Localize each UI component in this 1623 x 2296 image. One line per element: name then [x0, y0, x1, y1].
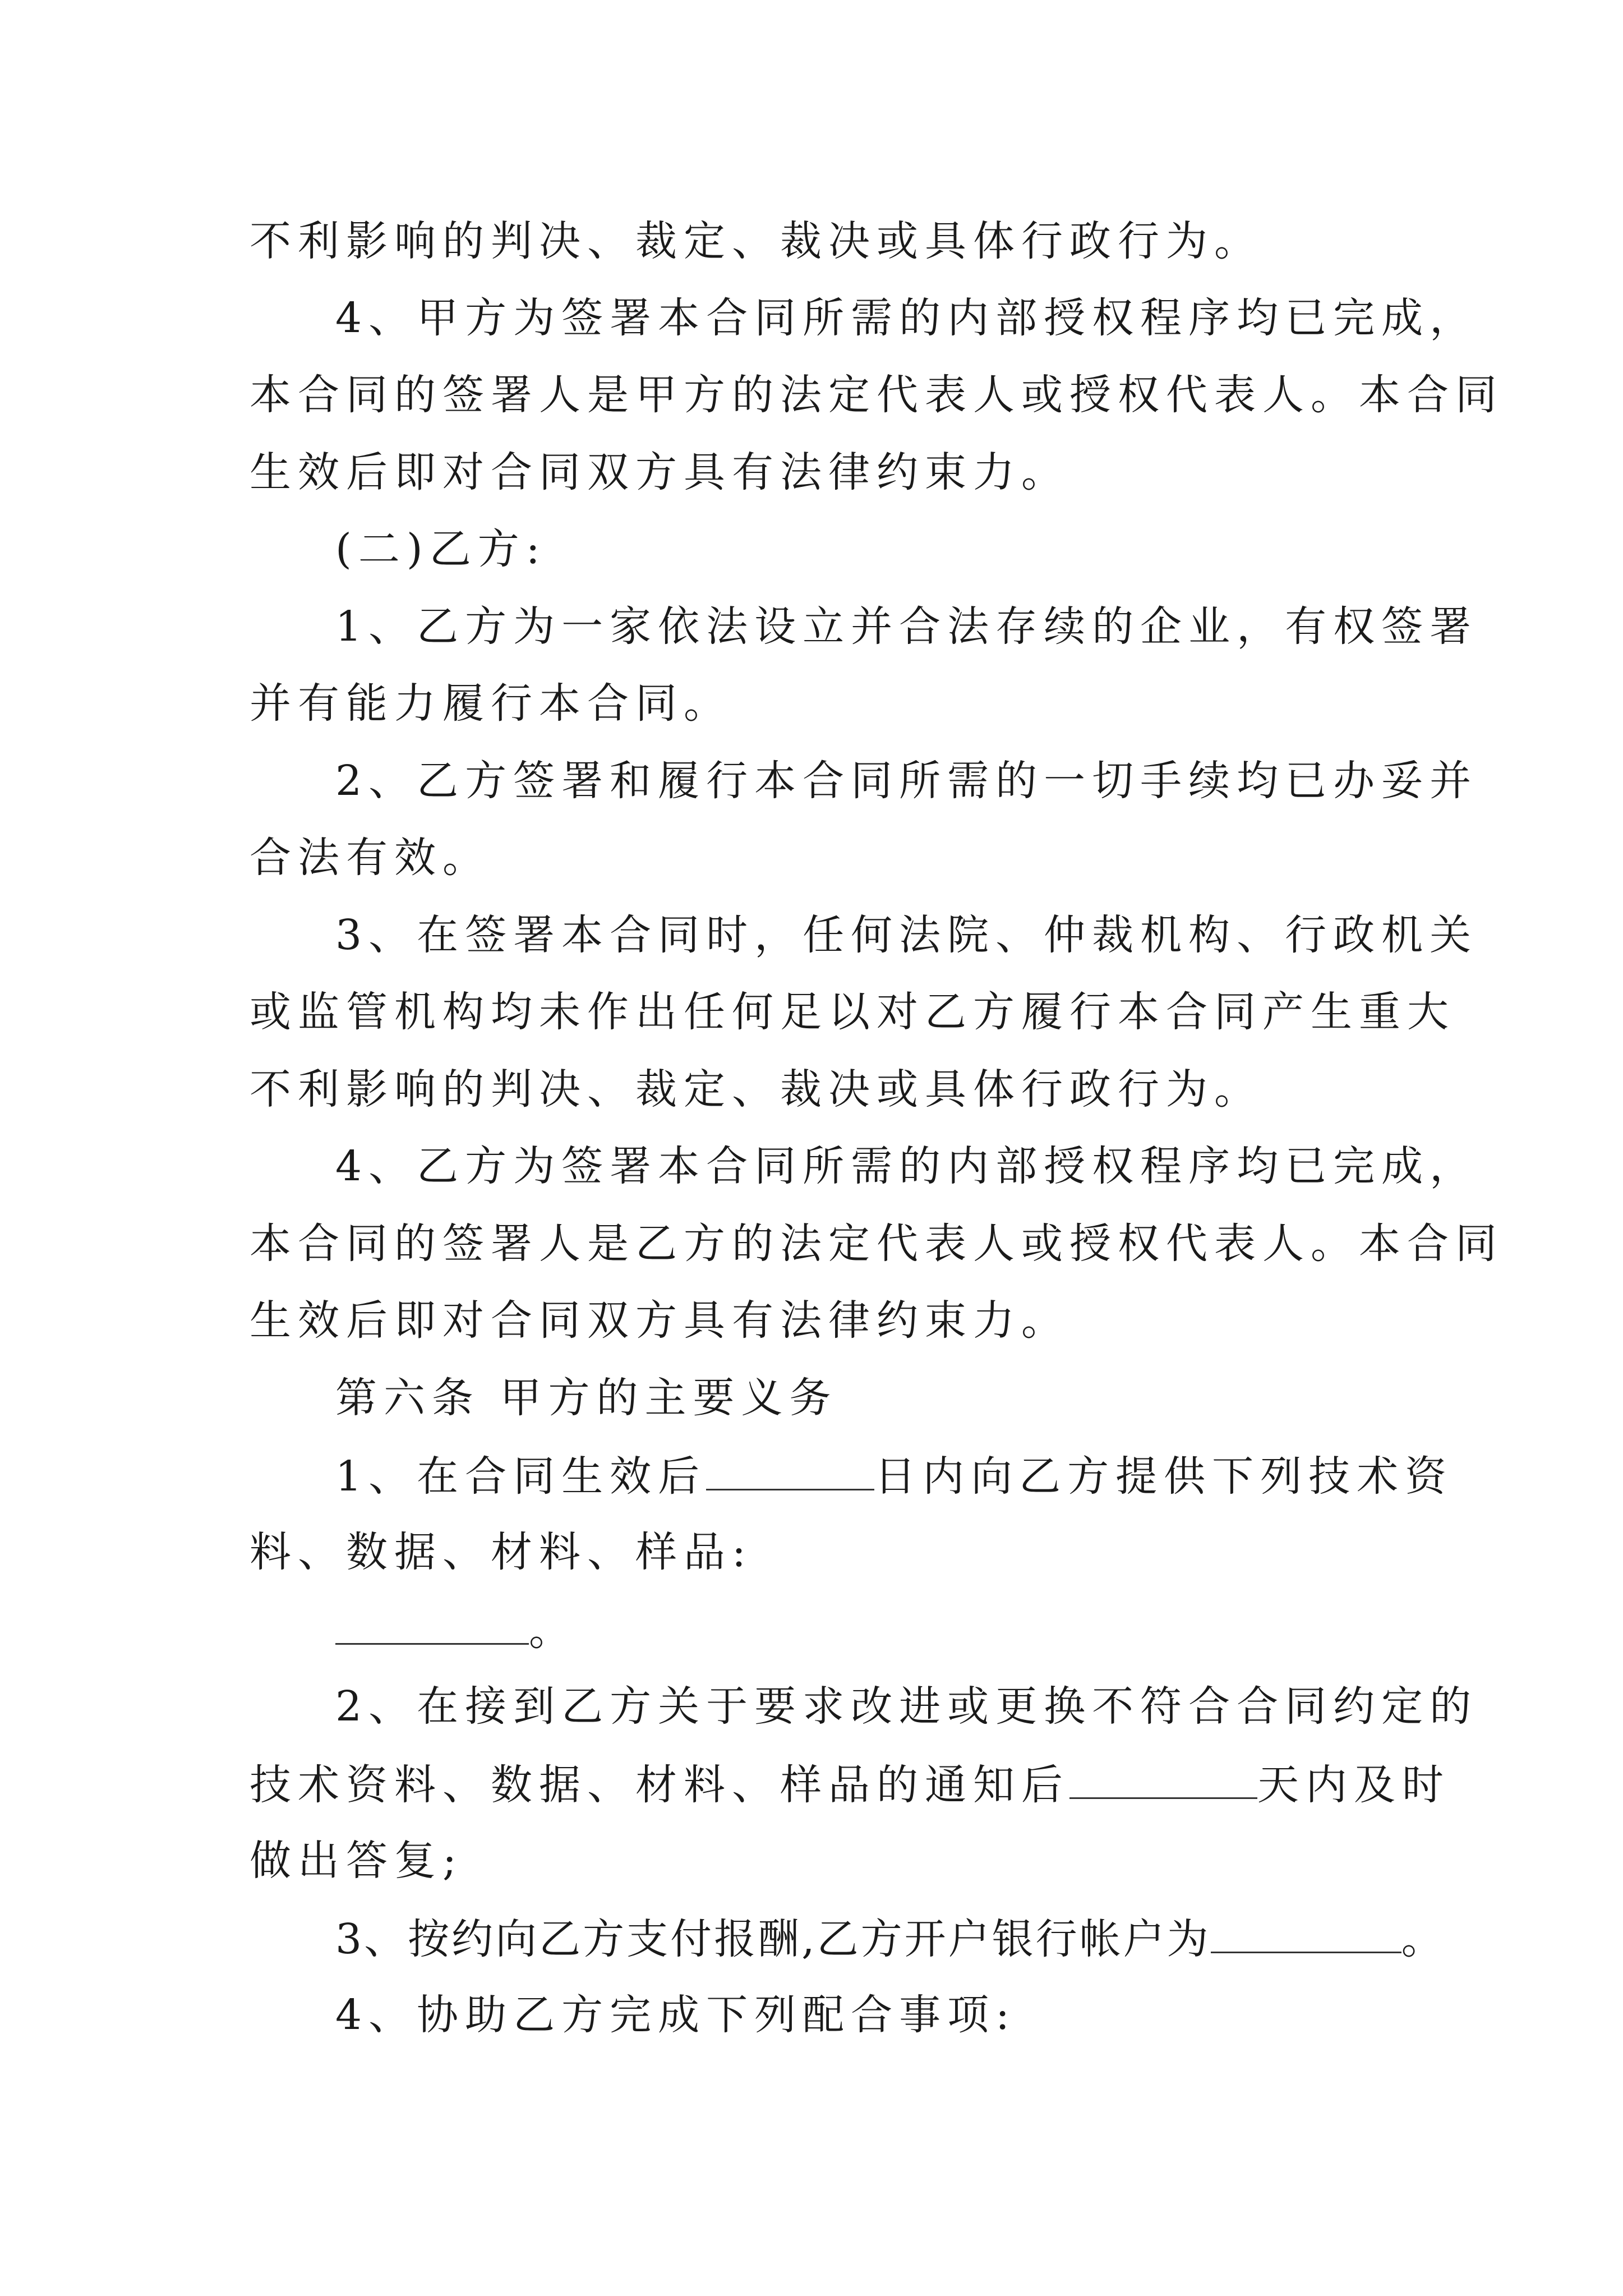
text-line [250, 679, 732, 728]
text-line [335, 1452, 1454, 1501]
text-line [250, 217, 1262, 265]
line-text: 3、按约向乙方支付报酬,乙方开户银行帐户为 [335, 1915, 1211, 1963]
fill-in-blank[interactable] [1069, 1763, 1257, 1799]
fill-in-blank[interactable] [335, 1608, 529, 1645]
line-text: (二)乙方: [335, 525, 547, 573]
line-text: 生效后即对合同双方具有法律约束力。 [250, 1296, 1069, 1345]
line-text: 合法有效。 [250, 834, 491, 882]
text-line [335, 911, 1478, 959]
line-text: 本合同的签署人是乙方的法定代表人或授权代表人。本合同 [250, 1220, 1504, 1268]
text-line [250, 1220, 1504, 1268]
line-text: 3、在签署本合同时，任何法院、仲裁机构、行政机关 [335, 911, 1478, 959]
line-text: 第六条 甲方的主要义务 [335, 1374, 838, 1422]
text-line [250, 448, 1069, 496]
line-text: 4、甲方为签署本合同所需的内部授权程序均已完成， [335, 294, 1478, 342]
text-line [250, 1528, 753, 1576]
text-line [250, 1065, 1262, 1114]
line-text: 4、乙方为签署本合同所需的内部授权程序均已完成， [335, 1142, 1478, 1190]
line-text: 技术资料、数据、材料、样品的通知后 [250, 1761, 1069, 1809]
text-line [250, 988, 1455, 1036]
text-line [335, 1607, 577, 1655]
text-line [335, 294, 1478, 342]
line-text: 。 [529, 1607, 577, 1655]
line-text: 并有能力履行本合同。 [250, 679, 732, 728]
line-text: 或监管机构均未作出任何足以对乙方履行本合同产生重大 [250, 988, 1455, 1036]
article-heading [335, 1374, 838, 1422]
fill-in-blank[interactable] [1211, 1917, 1401, 1953]
line-text: 不利影响的判决、裁定、裁决或具体行政行为。 [250, 217, 1262, 265]
text-line [335, 757, 1478, 805]
text-line [250, 834, 491, 882]
text-line [335, 1915, 1445, 1963]
line-text: 做出答复; [250, 1837, 463, 1885]
line-text: 4、协助乙方完成下列配合事项: [335, 1991, 1017, 2039]
text-line [335, 1142, 1478, 1190]
section-heading [335, 525, 547, 573]
line-text: 2、乙方签署和履行本合同所需的一切手续均已办妥并 [335, 757, 1478, 805]
line-text: 1、在合同生效后 [335, 1452, 707, 1501]
line-text: 。 [1401, 1915, 1445, 1963]
line-text: 不利影响的判决、裁定、裁决或具体行政行为。 [250, 1065, 1262, 1114]
line-text: 1、乙方为一家依法设立并合法存续的企业，有权签署 [335, 602, 1478, 651]
text-line [250, 1296, 1069, 1345]
line-text: 料、数据、材料、样品: [250, 1528, 753, 1576]
line-text: 天内及时 [1257, 1761, 1450, 1809]
line-text: 本合同的签署人是甲方的法定代表人或授权代表人。本合同 [250, 371, 1504, 419]
text-line [335, 1991, 1017, 2039]
fill-in-blank[interactable] [706, 1454, 874, 1490]
text-line [250, 1761, 1450, 1809]
line-text: 2、在接到乙方关于要求改进或更换不符合合同约定的 [335, 1682, 1478, 1731]
line-text: 生效后即对合同双方具有法律约束力。 [250, 448, 1069, 496]
text-line [250, 1837, 463, 1885]
text-line [335, 1682, 1478, 1731]
text-line [250, 371, 1504, 419]
text-line [335, 602, 1478, 651]
line-text: 日内向乙方提供下列技术资 [874, 1452, 1454, 1501]
